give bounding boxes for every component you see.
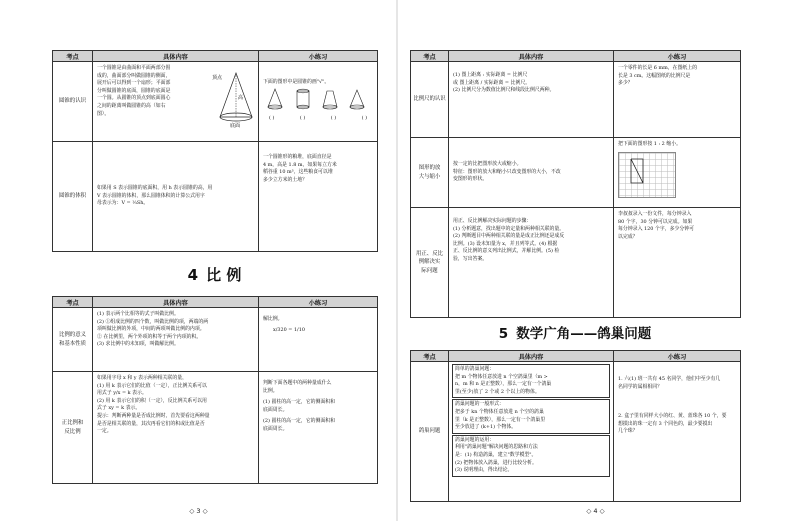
row-content: 如果用字母 x 和 y 表示两种相关联的量， (1) 用 k 表示它们的比值（一定），正比例关系可以 用式子 y/x = k 表示。 (2) 用 k 表示它们的积（一定），反比例关系可以用 式子 xy = k 表示。 提示：判断两种量是否成比例时，首先要看这两种量 是否是相关联的量，其次再看它们的积或比值是否 一定。 xyxy=(93,372,259,484)
header-point: 考点 xyxy=(53,51,93,62)
header-content: 具体内容 xyxy=(449,51,614,62)
cone-table-header xyxy=(53,51,378,62)
row-content: (1) 表示两个比相等的式子叫做比例。 (2) ①组成比例的四个数，叫做比例的项，两端的两 项叫做比例的外项，中间的两项叫做比例的内项。 ② 在比例里，两个外项的积等于两个内项的积。 (3) 求比例中的未知项，叫做解比例。 xyxy=(93,308,259,372)
knowledge-point: 比例尺的认识 xyxy=(411,62,449,138)
header-practice: 小练习 xyxy=(614,51,741,62)
row-content: 如果用 S 表示圆锥的底面积，用 h 表示圆锥的高，用 V 表示圆锥的体积，那么圆锥体积的计算公式用字 母表示为：V = ⅓Sh。 xyxy=(93,142,259,252)
table-row xyxy=(411,62,741,138)
answer-bracket[interactable]: ( ) xyxy=(361,115,367,122)
knowledge-point: 鸽巢问题 xyxy=(411,362,449,502)
answer-bracket[interactable]: ( ) xyxy=(299,115,306,122)
scale-table xyxy=(410,50,741,318)
answer-brackets xyxy=(263,115,373,123)
knowledge-point: 圆锥的认识 xyxy=(53,62,93,142)
header-content: 具体内容 xyxy=(93,51,259,62)
table-row xyxy=(53,308,378,372)
row-practice: 一个圆锥形的粮堆，底面直径是 4 m，高是 1.8 m，如果每立方米 稻谷重 10 m³，这些粮食可以堆 多少立方米的土地？ xyxy=(259,142,378,252)
row-content: 一个圆锥是由曲面和平面两部分围 成的，曲面部分叫做圆锥的侧面， 展开后可以得到一个扇形；平面部 分叫做圆锥的底面，圆锥的底面是 一个圆。从圆锥的顶点到底面圆心 之间的距离叫做圆锥的高（如右 图）。 顶点 高 底面 xyxy=(93,62,259,142)
page-number: ◇ 4 ◇ xyxy=(586,507,605,515)
knowledge-point: 图形的放 大与缩小 xyxy=(411,138,449,208)
scale-table-header xyxy=(411,51,741,62)
header-point: 考点 xyxy=(411,351,449,362)
row-content: 用正、反比例解决实际问题的步骤： (1) 分析题意，找出题中的定量和两种相关联的量。 (2) 判断题目中两种相关联的量是成正比例还是成反 比例。(3) 设未知量为 x，并且列等式。(4) 根据 正、反比例的意义列出比例式，并解比例。(5) 检 验，写出答案。 xyxy=(449,208,614,318)
knowledge-point: 用正、反比 例解决实 际问题 xyxy=(411,208,449,318)
table-row xyxy=(53,372,378,484)
page-number: ◇ 3 ◇ xyxy=(189,507,208,515)
concept-box: 鸽巢问题的运用： 利用"鸽巢问题"解决问题的思路和方法 是：(1) 构造鸽巢，建立"数学模型"。 (2) 把物体放入鸽巢，进行比较分析。 (3) 说明理由，得出结论。 xyxy=(452,435,610,477)
row-practice: 判断下面各题中的两种量成什么 比例。 (1) 圆柱的高一定，它的侧面积和 底面周长。 (2) 圆柱的高一定，它的侧面积和 底面周长。 xyxy=(259,372,378,484)
table-row xyxy=(53,142,378,252)
cone-height-label: 高 xyxy=(238,95,244,101)
grid-figure-shape xyxy=(619,153,677,199)
header-practice: 小练习 xyxy=(614,351,741,362)
header-practice: 小练习 xyxy=(259,297,378,308)
table-row xyxy=(411,208,741,318)
chapter-number: 5 xyxy=(498,326,509,342)
cone-apex-label: 顶点 xyxy=(212,75,223,81)
cone-outline xyxy=(220,73,252,117)
chapter-heading xyxy=(52,264,377,285)
header-content: 具体内容 xyxy=(93,297,259,308)
row-practice: 一个零件的长是 6 mm，在图纸上的 长是 3 cm。这幅图纸的比例尺是 多少？ xyxy=(614,62,741,138)
row-content: 按一定的比把图形放大或缩小。 特征：图形的放大和缩小只改变图形的大小，不改 变图形的形状。 xyxy=(449,138,614,208)
concept-box: 鸽巢问题的一般形式： 把多于 kn 个物体任意放进 n 个空的鸽巢 里（k 是正整数），那么一定有一个鸽巢里 至少放进了 (k+1) 个物体。 xyxy=(452,399,610,433)
concept-box: 简单的鸽巢问题： 把 m 个物体任意放进 n 个空鸽巢里（m > n，m 和 n 是正整数），那么一定有一个鸽巢 里(至少)放了 2 个或 2 个以上的物体。 xyxy=(452,364,610,398)
cone-shape-1 xyxy=(268,89,282,109)
pigeonhole-table-header xyxy=(411,351,741,362)
header-point: 考点 xyxy=(411,51,449,62)
ratio-table-header xyxy=(53,297,378,308)
knowledge-point: 正比例和 反比例 xyxy=(53,372,93,484)
pigeonhole-table xyxy=(410,350,741,502)
knowledge-point: 圆锥的体积 xyxy=(53,142,93,252)
answer-bracket[interactable]: ( ) xyxy=(269,115,275,122)
answer-bracket[interactable]: ( ) xyxy=(330,115,337,122)
chapter-number: 4 xyxy=(187,266,199,284)
table-row xyxy=(411,138,741,208)
right-page xyxy=(397,0,794,521)
header-content: 具体内容 xyxy=(449,351,614,362)
ratio-table xyxy=(52,296,378,484)
chapter-title: 数学广角——鸽巢问题 xyxy=(516,326,652,342)
cone-base-label: 底面 xyxy=(230,123,241,129)
cone-table xyxy=(52,50,378,252)
chapter-heading xyxy=(410,322,740,342)
row-practice: 1. 六(1) 班一共有 45 名同学，他们中至少有几 名同学的属相相同？ 2. 盒子里有同样大小的红、黄、蓝珠各 10 个，要 想摸出的珠一定有 3 个同色的，最少要摸出 几个珠？ xyxy=(614,362,741,502)
chapter-title: 比 例 xyxy=(206,266,242,284)
knowledge-point: 比例的意义 和基本性质 xyxy=(53,308,93,372)
header-practice: 小练习 xyxy=(259,51,378,62)
row-content: (1) 图上距离 : 实际距离 = 比例尺 或 图上距离 / 实际距离 = 比例尺。 (2) 比例尺分为数值比例尺和线段比例尺两种。 xyxy=(449,62,614,138)
shape-options xyxy=(263,87,371,111)
frustum-shape xyxy=(323,91,337,109)
proportion-equation: x/320 = 1/10 xyxy=(273,326,305,333)
header-point: 考点 xyxy=(53,297,93,308)
row-practice: 解比例。 x/320 = 1/10 xyxy=(259,308,378,372)
table-row xyxy=(53,62,378,142)
cone-shape-2 xyxy=(350,90,364,109)
row-practice: 李叔叔录入一份文件，每分钟录入 80 个字，30 分钟可以完成。如果 每分钟录入 120 个字，多少分钟可 以完成？ xyxy=(614,208,741,318)
table-row xyxy=(411,362,741,502)
row-practice: 下面的图形中是圆锥的画"√"。 ( ) ( ) ( ) ( ) xyxy=(259,62,378,142)
cylinder-shape xyxy=(297,89,309,109)
cone-diagram xyxy=(210,65,254,129)
row-practice: 把下面的图形按 1 : 2 缩小。 xyxy=(614,138,741,208)
shrink-grid xyxy=(618,152,676,198)
row-content xyxy=(449,362,614,502)
